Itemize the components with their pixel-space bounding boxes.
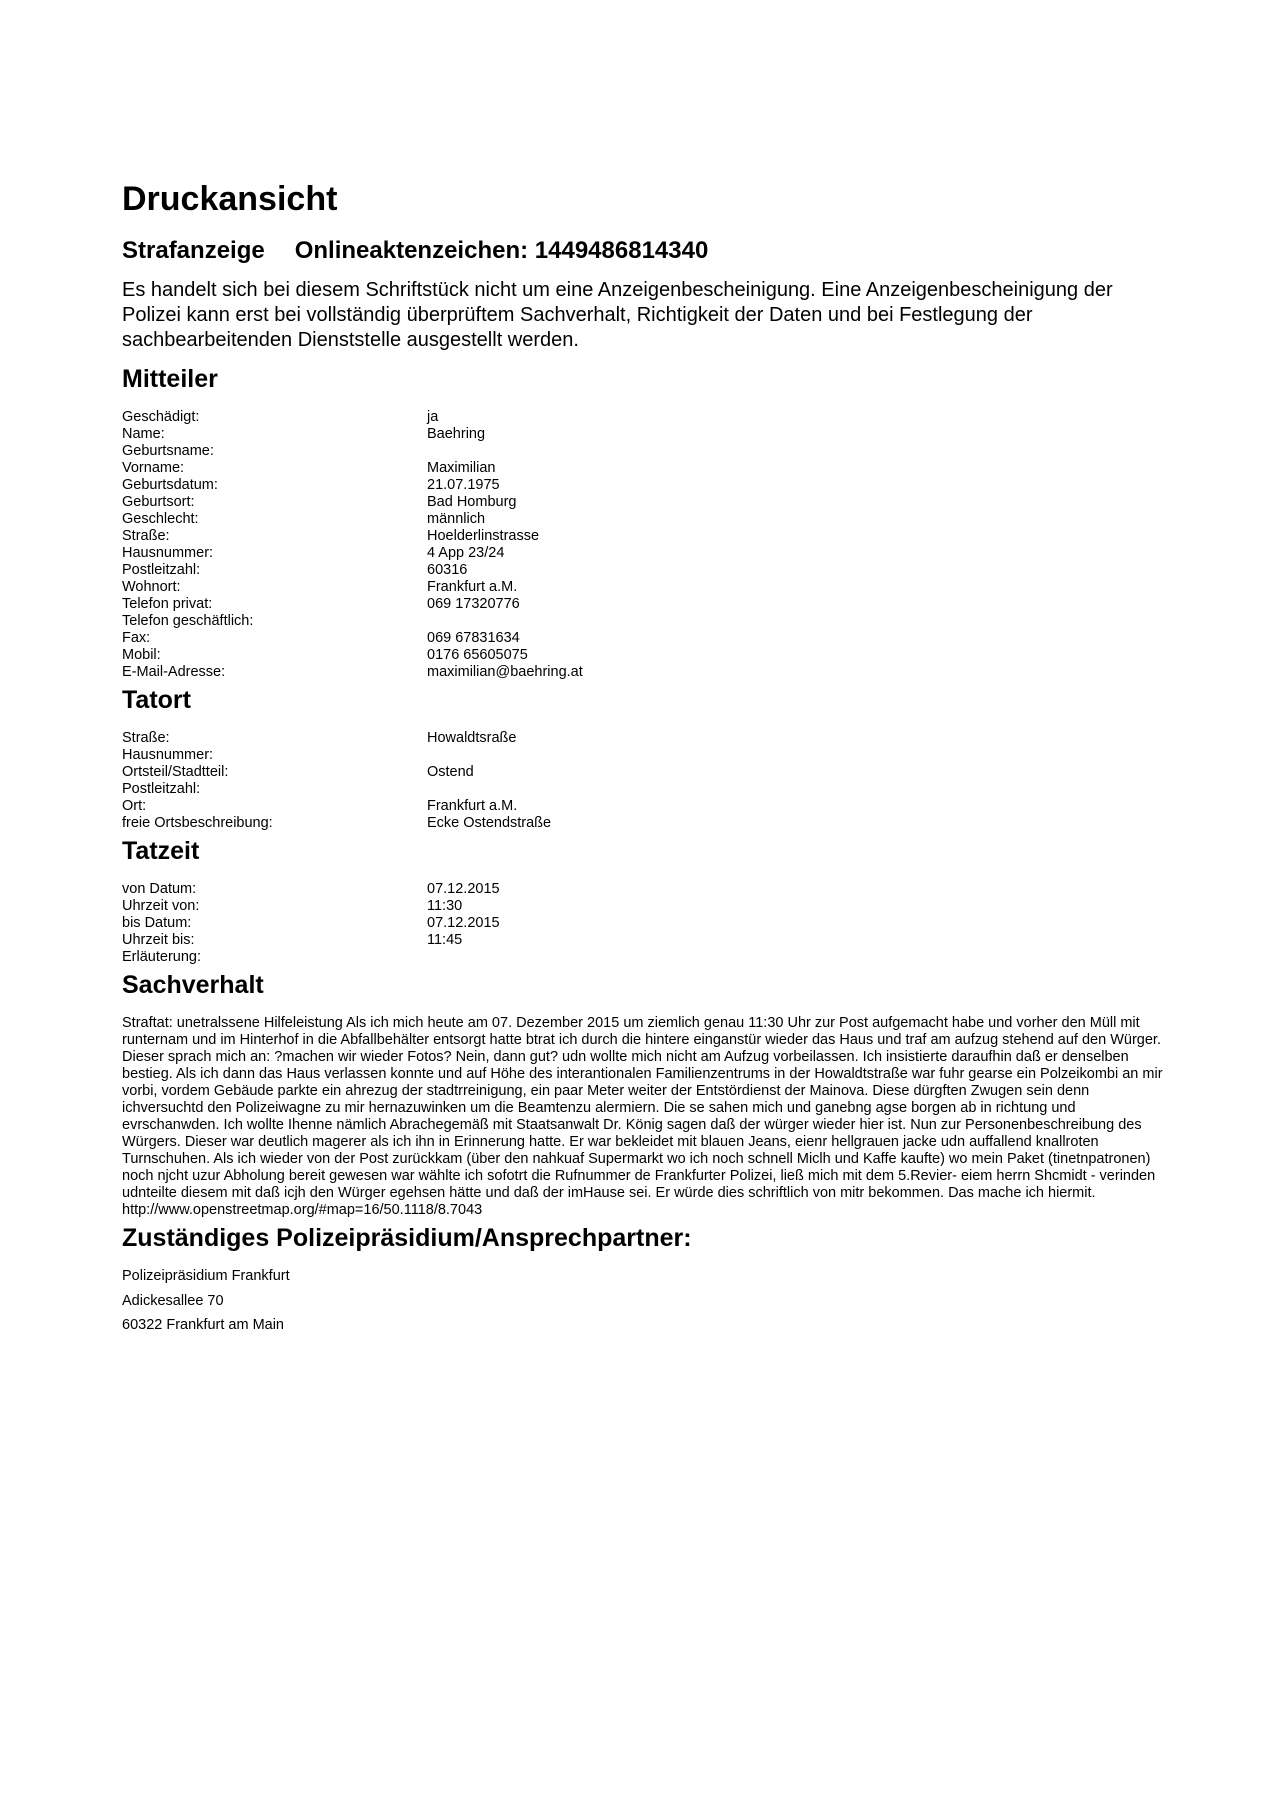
mitteiler-field-label: Wohnort: — [122, 579, 181, 595]
police-address — [122, 1264, 1172, 1338]
tatzeit-field-label: von Datum: — [122, 881, 197, 897]
tatzeit-field-row — [122, 915, 1172, 932]
tatzeit-field-row — [122, 932, 1172, 949]
mitteiler-field-row — [122, 460, 1172, 477]
tatort-field-label: freie Ortsbeschreibung: — [122, 815, 273, 831]
address-line: Adickesallee 70 — [122, 1292, 224, 1309]
mitteiler-field-label: Telefon geschäftlich: — [122, 613, 254, 629]
mitteiler-field-value: männlich — [427, 511, 486, 527]
tatzeit-fields — [122, 881, 1172, 966]
mitteiler-field-label: Straße: — [122, 528, 170, 544]
tatort-field-row — [122, 730, 1172, 747]
tatzeit-field-value: 11:30 — [427, 898, 463, 914]
mitteiler-field-row — [122, 426, 1172, 443]
mitteiler-field-label: Geschlecht: — [122, 511, 199, 527]
mitteiler-field-label: Vorname: — [122, 460, 185, 476]
mitteiler-field-value — [427, 613, 1172, 630]
mitteiler-field-row — [122, 443, 1172, 460]
tatort-field-row — [122, 747, 1172, 764]
mitteiler-field-value: ja — [427, 409, 439, 425]
mitteiler-field-row — [122, 562, 1172, 579]
document-subtitle — [122, 234, 1172, 268]
tatzeit-field-label: Uhrzeit von: — [122, 898, 200, 914]
tatort-field-label: Ortsteil/Stadtteil: — [122, 764, 229, 780]
tatort-field-label: Hausnummer: — [122, 747, 214, 763]
tatort-field-label: Postleitzahl: — [122, 781, 201, 797]
mitteiler-field-label: Geschädigt: — [122, 409, 200, 425]
mitteiler-field-label: Geburtsdatum: — [122, 477, 218, 493]
section-heading-sachverhalt: Sachverhalt — [122, 971, 264, 999]
section-heading-mitteiler: Mitteiler — [122, 365, 218, 393]
tatzeit-field-row — [122, 881, 1172, 898]
mitteiler-field-value: maximilian@baehring.at — [427, 664, 583, 680]
tatort-field-value — [427, 781, 1172, 798]
section-heading-tatort: Tatort — [122, 686, 191, 714]
mitteiler-field-row — [122, 596, 1172, 613]
tatzeit-field-value: 07.12.2015 — [427, 915, 500, 931]
mitteiler-field-value: 069 17320776 — [427, 596, 520, 612]
mitteiler-field-value: Maximilian — [427, 460, 496, 476]
tatort-field-label: Ort: — [122, 798, 147, 814]
address-line: Polizeipräsidium Frankfurt — [122, 1268, 290, 1284]
mitteiler-field-label: Telefon privat: — [122, 596, 213, 612]
mitteiler-field-row — [122, 409, 1172, 426]
mitteiler-field-label: Fax: — [122, 630, 151, 646]
mitteiler-field-value: Hoelderlinstrasse — [427, 528, 540, 544]
tatort-field-row — [122, 781, 1172, 798]
mitteiler-field-value: Baehring — [427, 426, 486, 442]
page-title: Druckansicht — [122, 180, 338, 218]
mitteiler-field-label: Geburtsname: — [122, 443, 214, 459]
mitteiler-field-label: Geburtsort: — [122, 494, 195, 510]
mitteiler-field-value: Frankfurt a.M. — [427, 579, 518, 595]
aktenzeichen-value: 1449486814340 — [534, 237, 709, 264]
tatort-field-value: Howaldtsraße — [427, 730, 517, 746]
mitteiler-field-label: E-Mail-Adresse: — [122, 664, 226, 680]
mitteiler-fields — [122, 409, 1172, 681]
tatort-field-value: Ecke Ostendstraße — [427, 815, 552, 831]
section-heading-zustaendig: Zuständiges Polizeipräsidium/Ansprechpartner: — [122, 1224, 692, 1252]
mitteiler-field-row — [122, 494, 1172, 511]
tatzeit-field-row — [122, 898, 1172, 915]
tatzeit-field-value: 11:45 — [427, 932, 463, 948]
mitteiler-field-value — [427, 443, 1172, 460]
document-type: Strafanzeige — [122, 237, 265, 264]
mitteiler-field-value: 069 67831634 — [427, 630, 520, 646]
mitteiler-field-label: Postleitzahl: — [122, 562, 201, 578]
mitteiler-field-row — [122, 511, 1172, 528]
mitteiler-field-row — [122, 630, 1172, 647]
section-heading-tatzeit: Tatzeit — [122, 837, 200, 865]
mitteiler-field-row — [122, 579, 1172, 596]
mitteiler-field-row — [122, 477, 1172, 494]
mitteiler-field-value: 60316 — [427, 562, 468, 578]
sachverhalt-text: Straftat: unetralssene Hilfeleistung Als ich mich heute am 07. Dezember 2015 um ziemlich genau 11:30 Uhr zur Post aufgemacht habe und vorher den Müll mit runternam und im Hinterhof in die Abfallbehälter entsorgt hatte btrat ich durch die hintere einganstür wieder das Haus und traf am aufzug stehend auf den Würger. Dieser sprach mich an: ?machen wir wieder Fotos? Nein, dann gut? udn wollte mich nicht am Aufzug vorbeilassen. Ich insistierte daraufhin daß er denselben bestieg. Als ich dann das Haus verlassen konnte und auf Höhe des interantionalen Familienzentrums in der Howaldtstraße war fuhr gearse ein Polzeikombi an mir vorbi, vordem Gebäude parkte ein ahrezug der stadtrreinigung, ein paar Meter weiter der Entstördienst der Mainova. Diese dürgften Zwugen sein denn ichversuchtd den Polizeiwagne zu mir hernazuwinken um die Beamtenzu alermiern. Die se sahen mich und ganebng agse borgen ab in richtung und evrschanwden. Ich wollte Ihenne nämlich Abrachegemäß mit Staatsanwalt Dr. König sagen daß der würger wieder hier ist. Nun zur Personenbeschreibung des Würgers. Dieser war deutlich magerer als ich ihn in Erinnerung hatte. Er war bekleidet mit blauen Jeans, eienr hellgrauen jacke udn auffallend knallroten Turnschuhen. Als ich wieder von der Post zurückkam (über den nahkuaf Supermarkt wo ich noch schnell Miclh und Kaffe kaufte) wo mein Paket (tinetnpatronen) noch njcht uzur Abholung bereit gewesen war wählte ich sofotrt die Rufnummer de Frankfurter Polizei, ließ mich mit dem 5.Revier- eiem herrn Shcmidt - verinden udnteilte diesem mit daß icjh den Würger egehsen hätte und daß der imHause sei. Er würde dies schriftlich von mitr bekommen. Das mache ich hiermit. http://www.openstreetmap.org/#map=16/50.1118/8.7043 — [122, 1015, 1163, 1218]
mitteiler-field-label: Name: — [122, 426, 165, 442]
mitteiler-field-label: Hausnummer: — [122, 545, 214, 561]
aktenzeichen-label: Onlineaktenzeichen: — [294, 237, 529, 264]
tatzeit-field-value: 07.12.2015 — [427, 881, 500, 897]
tatort-field-value — [427, 747, 1172, 764]
tatzeit-field-value — [427, 949, 1172, 966]
disclaimer-notice: Es handelt sich bei diesem Schriftstück nicht um eine Anzeigenbescheinigung. Eine Anzeigenbescheinigung der Polizei kann erst bei vollständig überprüftem Sachverhalt, Richtigkeit der Daten und bei Festlegung der sachbearbeitenden Dienststelle ausgestellt werden. — [122, 279, 1113, 351]
mitteiler-field-row — [122, 613, 1172, 630]
tatzeit-field-label: Uhrzeit bis: — [122, 932, 195, 948]
mitteiler-field-row — [122, 545, 1172, 562]
print-page — [122, 176, 1172, 1338]
tatort-field-row — [122, 798, 1172, 815]
mitteiler-field-value: 4 App 23/24 — [427, 545, 505, 561]
mitteiler-field-label: Mobil: — [122, 647, 161, 663]
mitteiler-field-value: 21.07.1975 — [427, 477, 500, 493]
tatzeit-field-row — [122, 949, 1172, 966]
mitteiler-field-value: Bad Homburg — [427, 494, 517, 510]
tatort-field-value: Frankfurt a.M. — [427, 798, 518, 814]
tatzeit-field-label: bis Datum: — [122, 915, 192, 931]
tatort-fields — [122, 730, 1172, 832]
tatort-field-value: Ostend — [427, 764, 474, 780]
tatort-field-row — [122, 764, 1172, 781]
address-line: 60322 Frankfurt am Main — [122, 1317, 284, 1333]
mitteiler-field-row — [122, 528, 1172, 545]
tatort-field-row — [122, 815, 1172, 832]
tatort-field-label: Straße: — [122, 730, 170, 746]
mitteiler-field-value: 0176 65605075 — [427, 647, 528, 663]
mitteiler-field-row — [122, 664, 1172, 681]
tatzeit-field-label: Erläuterung: — [122, 949, 201, 965]
mitteiler-field-row — [122, 647, 1172, 664]
